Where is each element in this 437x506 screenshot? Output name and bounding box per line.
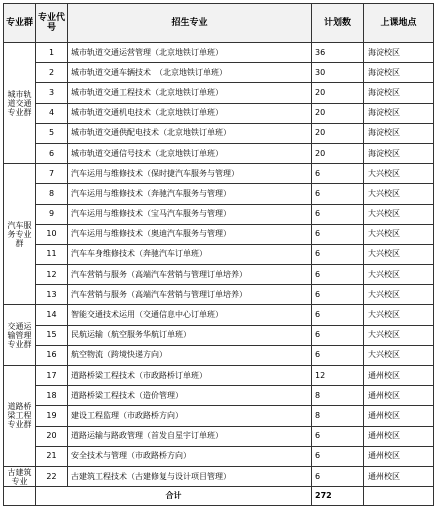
major-name-cell: 城市轨道交通运营管理（北京地铁订单班） bbox=[68, 43, 312, 63]
table-row bbox=[4, 325, 434, 345]
major-name-cell: 建设工程监理（市政路桥方向） bbox=[68, 406, 312, 426]
major-name-cell: 城市轨道交通供配电技术（北京地铁订单班） bbox=[68, 123, 312, 143]
location-cell: 大兴校区 bbox=[364, 184, 434, 204]
header-name: 招生专业 bbox=[68, 4, 312, 43]
code-cell: 21 bbox=[36, 446, 68, 466]
table-row bbox=[4, 123, 434, 143]
code-cell: 1 bbox=[36, 43, 68, 63]
plan-count-cell: 12 bbox=[312, 366, 364, 386]
group-cell: 城市轨道交通专业群 bbox=[4, 43, 36, 164]
code-cell: 10 bbox=[36, 224, 68, 244]
plan-count-cell: 6 bbox=[312, 345, 364, 365]
location-cell: 海淀校区 bbox=[364, 123, 434, 143]
major-name-cell: 汽车营销与服务（高端汽车营销与管理订单培养） bbox=[68, 265, 312, 285]
major-name-cell: 城市轨道交通信号技术（北京地铁订单班） bbox=[68, 143, 312, 163]
table-row bbox=[4, 265, 434, 285]
major-name-cell: 城市轨道交通车辆技术 （北京地铁订单班） bbox=[68, 63, 312, 83]
group-cell: 道路桥梁工程专业群 bbox=[4, 366, 36, 467]
table-row bbox=[4, 244, 434, 264]
code-cell: 8 bbox=[36, 184, 68, 204]
code-cell: 19 bbox=[36, 406, 68, 426]
plan-count-cell: 6 bbox=[312, 224, 364, 244]
location-cell: 海淀校区 bbox=[364, 83, 434, 103]
enrollment-plan-table bbox=[3, 3, 434, 506]
location-cell: 大兴校区 bbox=[364, 164, 434, 184]
major-name-cell: 智能交通技术运用（交通信息中心订单班） bbox=[68, 305, 312, 325]
code-cell: 6 bbox=[36, 143, 68, 163]
table-row bbox=[4, 466, 434, 486]
plan-count-cell: 20 bbox=[312, 123, 364, 143]
code-cell: 3 bbox=[36, 83, 68, 103]
major-name-cell: 汽车运用与维修技术（保时捷汽车服务与管理） bbox=[68, 164, 312, 184]
major-name-cell: 汽车运用与维修技术（奥迪汽车服务与管理） bbox=[68, 224, 312, 244]
plan-count-cell: 6 bbox=[312, 244, 364, 264]
plan-count-cell: 20 bbox=[312, 103, 364, 123]
total-blank-cell bbox=[4, 487, 36, 506]
location-cell: 大兴校区 bbox=[364, 305, 434, 325]
location-cell: 通州校区 bbox=[364, 366, 434, 386]
group-cell: 汽车服务专业群 bbox=[4, 164, 36, 305]
plan-count-cell: 6 bbox=[312, 265, 364, 285]
code-cell: 22 bbox=[36, 466, 68, 486]
major-name-cell: 道路桥梁工程技术（市政路桥订单班） bbox=[68, 366, 312, 386]
plan-count-cell: 8 bbox=[312, 386, 364, 406]
total-empty-cell bbox=[364, 487, 434, 506]
plan-count-cell: 36 bbox=[312, 43, 364, 63]
plan-count-cell: 6 bbox=[312, 164, 364, 184]
location-cell: 通州校区 bbox=[364, 466, 434, 486]
table-row bbox=[4, 446, 434, 466]
plan-count-cell: 6 bbox=[312, 426, 364, 446]
table-row bbox=[4, 224, 434, 244]
major-name-cell: 航空物流（跨境快递方向） bbox=[68, 345, 312, 365]
table-row bbox=[4, 63, 434, 83]
code-cell: 17 bbox=[36, 366, 68, 386]
major-name-cell: 道路桥梁工程技术（造价管理） bbox=[68, 386, 312, 406]
code-cell: 14 bbox=[36, 305, 68, 325]
location-cell: 海淀校区 bbox=[364, 103, 434, 123]
plan-count-cell: 8 bbox=[312, 406, 364, 426]
plan-count-cell: 6 bbox=[312, 285, 364, 305]
table-row bbox=[4, 83, 434, 103]
code-cell: 7 bbox=[36, 164, 68, 184]
code-cell: 4 bbox=[36, 103, 68, 123]
plan-count-cell: 6 bbox=[312, 446, 364, 466]
location-cell: 海淀校区 bbox=[364, 143, 434, 163]
major-name-cell: 汽车车身维修技术（奔驰汽车订单班） bbox=[68, 244, 312, 264]
table-row bbox=[4, 386, 434, 406]
table-row bbox=[4, 184, 434, 204]
group-cell: 古建筑专业 bbox=[4, 466, 36, 486]
group-cell: 交通运输管理专业群 bbox=[4, 305, 36, 366]
major-name-cell: 汽车营销与服务（高端汽车营销与管理订单培养） bbox=[68, 285, 312, 305]
major-name-cell: 汽车运用与维修技术（奔驰汽车服务与管理） bbox=[68, 184, 312, 204]
header-group: 专业群 bbox=[4, 4, 36, 43]
major-name-cell: 城市轨道交通工程技术（北京地铁订单班） bbox=[68, 83, 312, 103]
table-row bbox=[4, 143, 434, 163]
table-row bbox=[4, 285, 434, 305]
table-row bbox=[4, 103, 434, 123]
major-name-cell: 安全技术与管理（市政路桥方向） bbox=[68, 446, 312, 466]
plan-count-cell: 20 bbox=[312, 143, 364, 163]
location-cell: 大兴校区 bbox=[364, 285, 434, 305]
location-cell: 通州校区 bbox=[364, 406, 434, 426]
code-cell: 16 bbox=[36, 345, 68, 365]
location-cell: 大兴校区 bbox=[364, 265, 434, 285]
location-cell: 大兴校区 bbox=[364, 244, 434, 264]
table-row bbox=[4, 43, 434, 63]
total-value: 272 bbox=[312, 487, 364, 506]
code-cell: 15 bbox=[36, 325, 68, 345]
location-cell: 大兴校区 bbox=[364, 345, 434, 365]
code-cell: 18 bbox=[36, 386, 68, 406]
major-name-cell: 民航运输（航空服务华航订单班） bbox=[68, 325, 312, 345]
location-cell: 海淀校区 bbox=[364, 63, 434, 83]
table-body bbox=[4, 43, 434, 506]
code-cell: 20 bbox=[36, 426, 68, 446]
table-row bbox=[4, 406, 434, 426]
plan-count-cell: 6 bbox=[312, 204, 364, 224]
header-row bbox=[4, 4, 434, 43]
plan-count-cell: 6 bbox=[312, 184, 364, 204]
table-row bbox=[4, 426, 434, 446]
header-code: 专业代号 bbox=[36, 4, 68, 43]
plan-count-cell: 20 bbox=[312, 83, 364, 103]
table-row bbox=[4, 345, 434, 365]
plan-count-cell: 6 bbox=[312, 466, 364, 486]
header-plan: 计划数 bbox=[312, 4, 364, 43]
table-row bbox=[4, 204, 434, 224]
table-row bbox=[4, 366, 434, 386]
major-name-cell: 汽车运用与维修技术（宝马汽车服务与管理） bbox=[68, 204, 312, 224]
code-cell: 9 bbox=[36, 204, 68, 224]
table-row bbox=[4, 305, 434, 325]
code-cell: 13 bbox=[36, 285, 68, 305]
major-name-cell: 古建筑工程技术（古建修复与设计项目管理） bbox=[68, 466, 312, 486]
location-cell: 通州校区 bbox=[364, 426, 434, 446]
code-cell: 2 bbox=[36, 63, 68, 83]
location-cell: 通州校区 bbox=[364, 446, 434, 466]
code-cell: 12 bbox=[36, 265, 68, 285]
location-cell: 大兴校区 bbox=[364, 224, 434, 244]
code-cell: 5 bbox=[36, 123, 68, 143]
location-cell: 海淀校区 bbox=[364, 43, 434, 63]
total-row bbox=[4, 487, 434, 506]
major-name-cell: 道路运输与路政管理（首发自星宇订单班） bbox=[68, 426, 312, 446]
location-cell: 通州校区 bbox=[364, 386, 434, 406]
location-cell: 大兴校区 bbox=[364, 204, 434, 224]
major-name-cell: 城市轨道交通机电技术（北京地铁订单班） bbox=[68, 103, 312, 123]
plan-count-cell: 6 bbox=[312, 325, 364, 345]
location-cell: 大兴校区 bbox=[364, 325, 434, 345]
header-location: 上课地点 bbox=[364, 4, 434, 43]
plan-count-cell: 30 bbox=[312, 63, 364, 83]
plan-count-cell: 6 bbox=[312, 305, 364, 325]
table-row bbox=[4, 164, 434, 184]
total-label: 合计 bbox=[36, 487, 312, 506]
code-cell: 11 bbox=[36, 244, 68, 264]
